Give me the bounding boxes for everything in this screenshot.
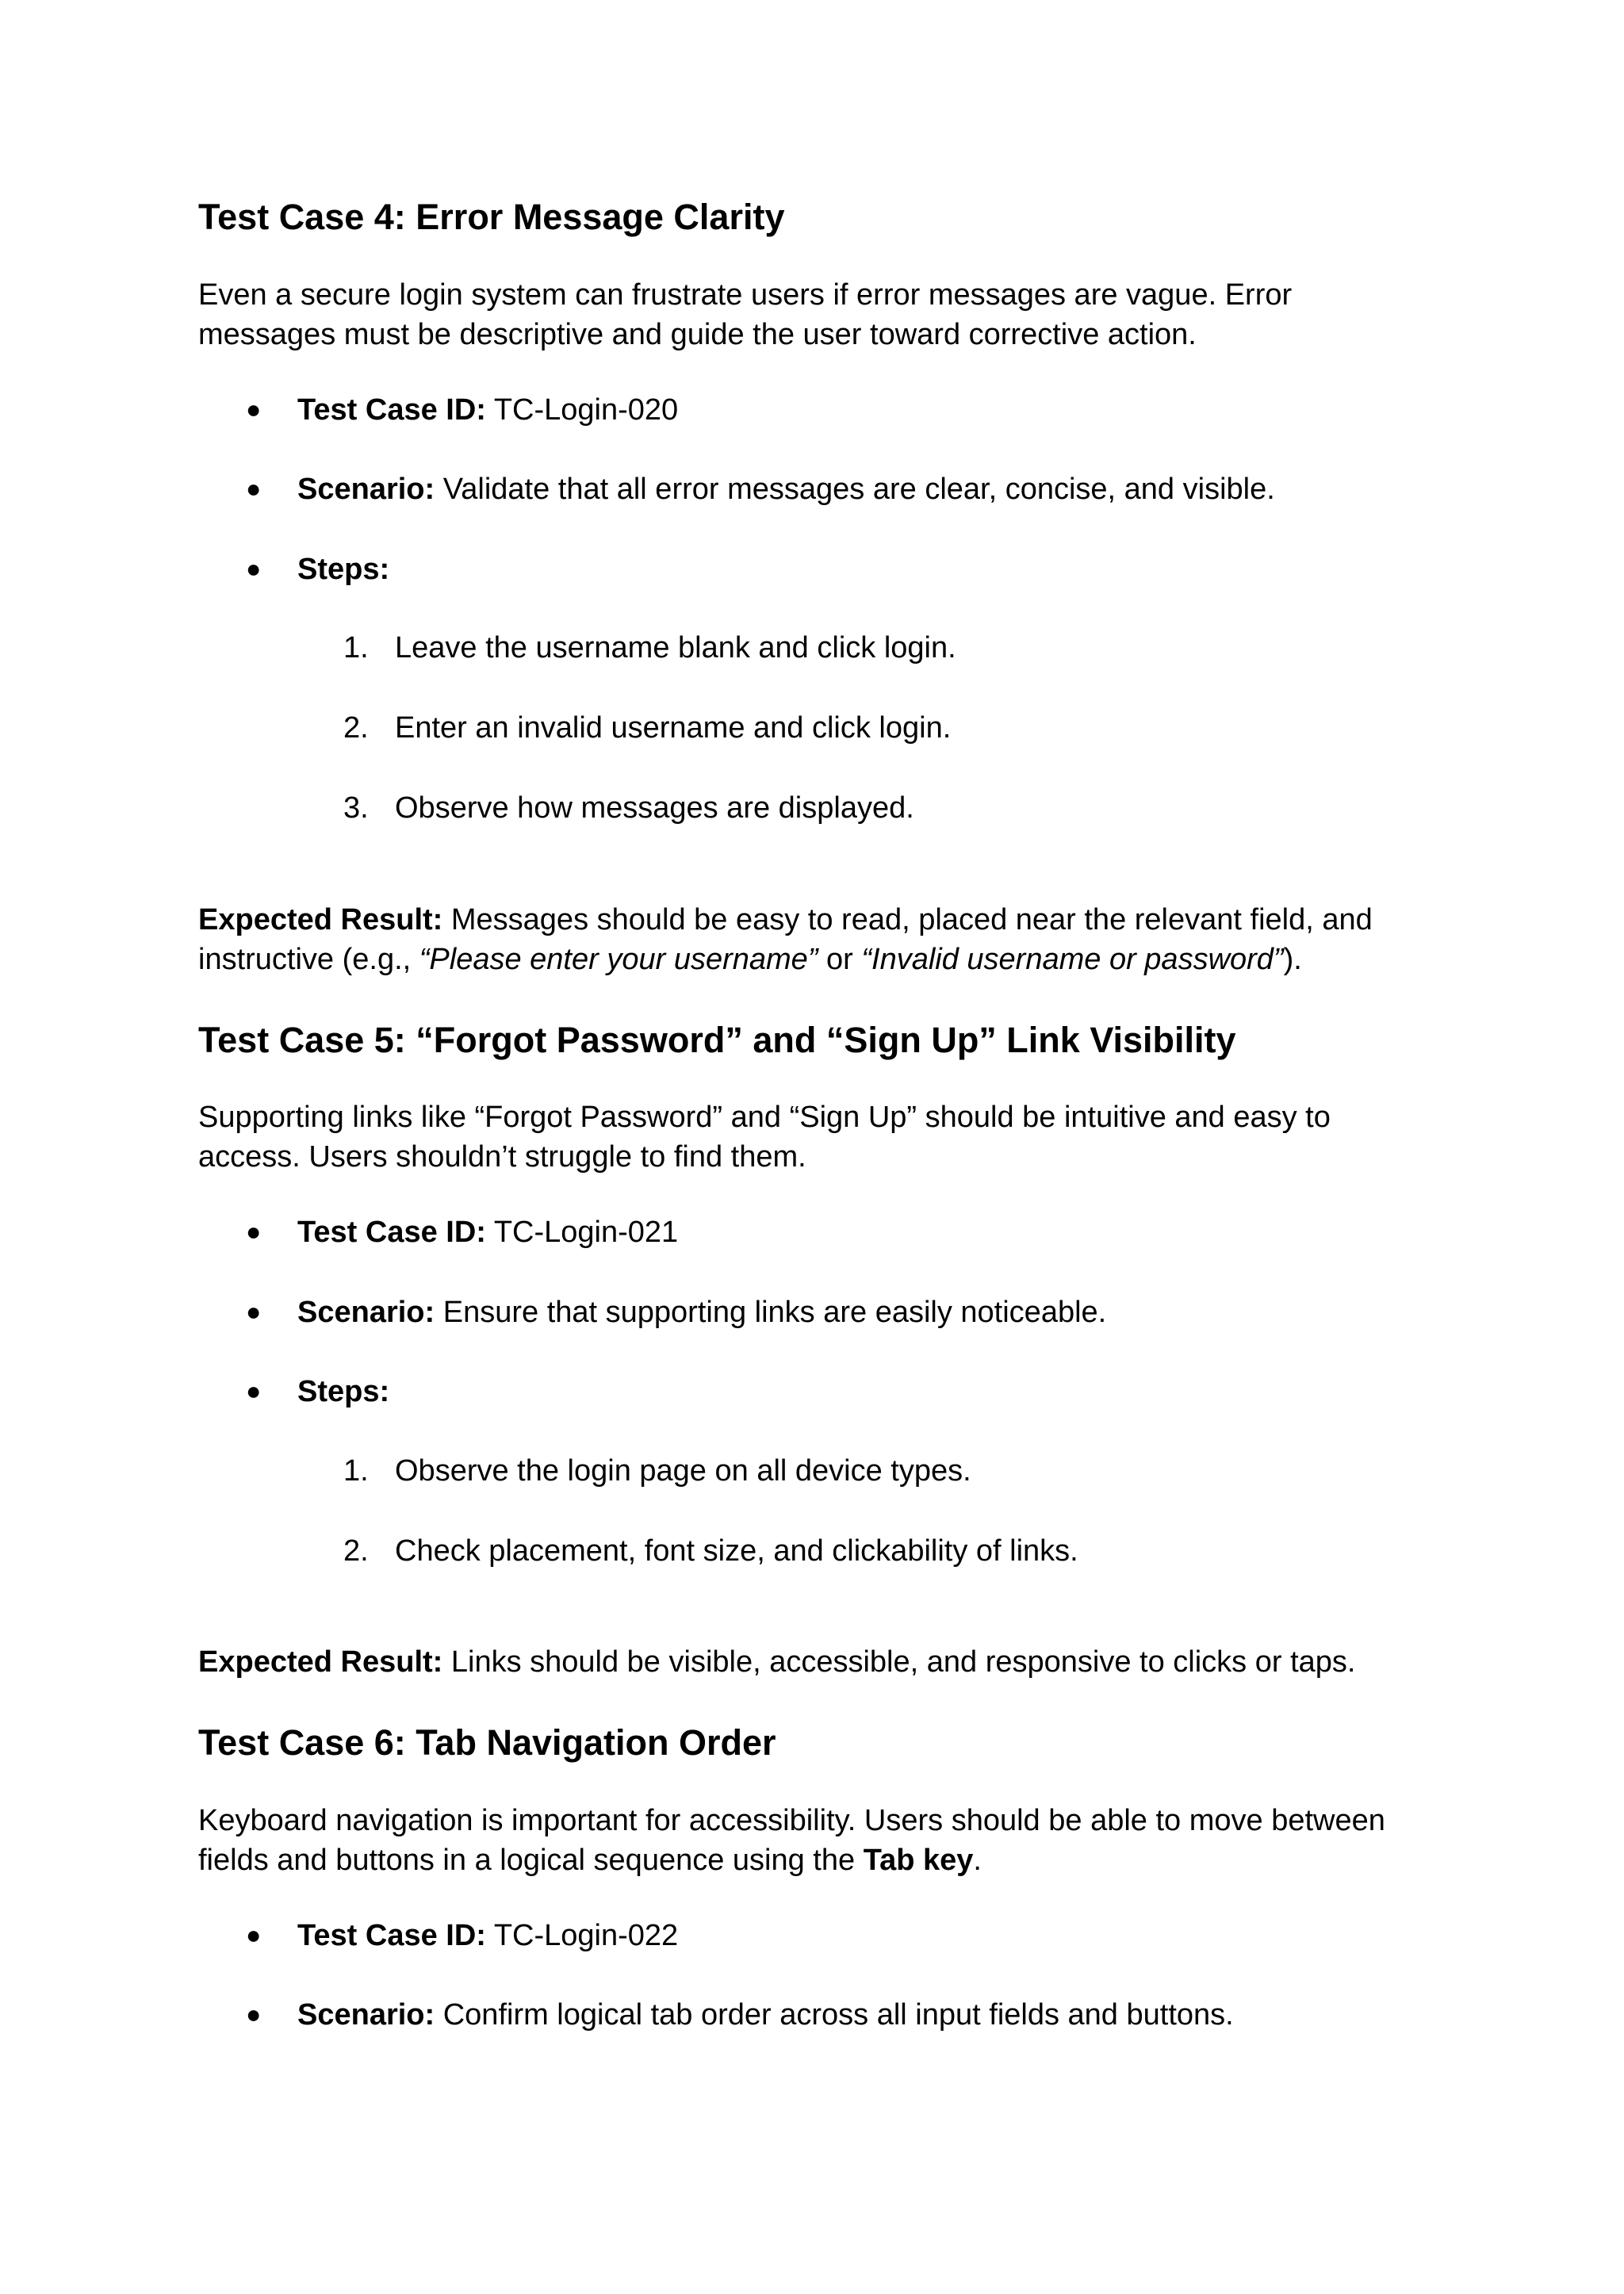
heading-test-case-6: Test Case 6: Tab Navigation Order <box>198 1722 776 1763</box>
bullet-icon: ● <box>246 1921 262 1949</box>
section5-bullet-id: ● Test Case ID: TC-Login-021 <box>246 1212 678 1252</box>
section6-intro: Keyboard navigation is important for accessibility. Users should be able to move between fields and buttons in a logical sequence using the Tab key. <box>198 1804 1385 1877</box>
section4-expected-result: Expected Result: Messages should be easy to read, placed near the relevant field, and instructive (e.g., “Please enter your username” or “Invalid username or password”). <box>198 903 1373 976</box>
bullet-icon: ● <box>246 395 262 423</box>
section5-intro: Supporting links like “Forgot Password” and “Sign Up” should be intuitive and easy to access. Users shouldn’t struggle to find them. <box>198 1101 1331 1174</box>
section5-step-1: 1. Observe the login page on all device types. <box>343 1454 971 1488</box>
section5-step-2: 2. Check placement, font size, and clickability of links. <box>343 1534 1078 1568</box>
section5-bullet-steps: ● Steps: <box>246 1371 389 1411</box>
section4-step-1: 1. Leave the username blank and click login. <box>343 631 956 664</box>
bullet-icon: ● <box>246 474 262 503</box>
section6-bullet-scenario: ● Scenario: Confirm logical tab order across all input fields and buttons. <box>246 1994 1234 2035</box>
section4-intro: Even a secure login system can frustrate users if error messages are vague. Error messages must be descriptive and guide the user toward corrective action. <box>198 278 1293 351</box>
section5-expected-result: Expected Result: Links should be visible, accessible, and responsive to clicks or taps. <box>198 1645 1356 1679</box>
section4-step-3: 3. Observe how messages are displayed. <box>343 791 914 825</box>
bullet-icon: ● <box>246 1377 262 1405</box>
section4-bullet-id: ● Test Case ID: TC-Login-020 <box>246 389 678 430</box>
section4-bullet-scenario: ● Scenario: Validate that all error messages are clear, concise, and visible. <box>246 469 1275 509</box>
heading-test-case-4: Test Case 4: Error Message Clarity <box>198 197 785 237</box>
bullet-icon: ● <box>246 2000 262 2028</box>
section4-bullet-steps: ● Steps: <box>246 549 389 589</box>
bullet-icon: ● <box>246 1217 262 1246</box>
section6-bullet-id: ● Test Case ID: TC-Login-022 <box>246 1915 678 1955</box>
bullet-icon: ● <box>246 1297 262 1326</box>
bullet-icon: ● <box>246 554 262 583</box>
section4-step-2: 2. Enter an invalid username and click login. <box>343 711 952 745</box>
heading-test-case-5: Test Case 5: “Forgot Password” and “Sign Up” Link Visibility <box>198 1020 1236 1060</box>
section5-bullet-scenario: ● Scenario: Ensure that supporting links are easily noticeable. <box>246 1292 1106 1332</box>
